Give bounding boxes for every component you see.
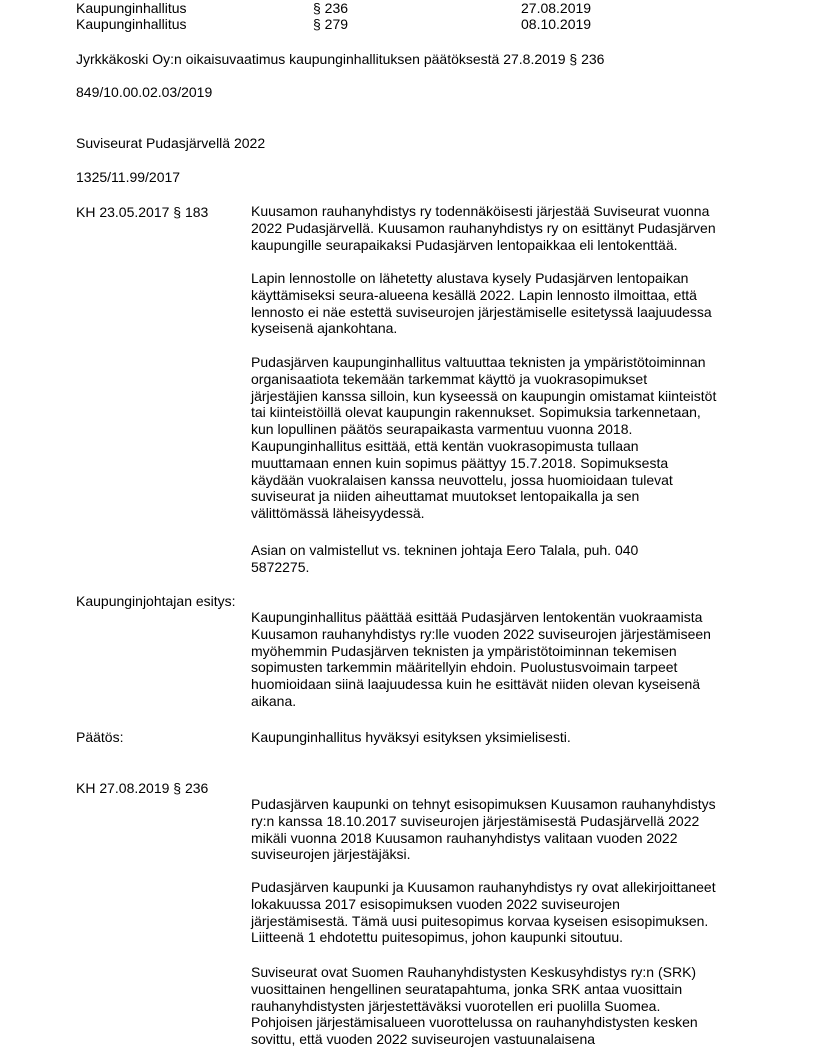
subtitle-number: 1325/11.99/2017 bbox=[76, 169, 181, 185]
header-row-1-section: § 236 bbox=[313, 0, 349, 16]
kh-2017-label: KH 23.05.2017 § 183 bbox=[76, 204, 209, 220]
header-row-2-body: Kaupunginhallitus bbox=[76, 16, 187, 32]
case-number: 849/10.00.02.03/2019 bbox=[76, 84, 213, 100]
subtitle: Suviseurat Pudasjärvellä 2022 bbox=[76, 135, 266, 151]
proposal-text: Kaupunginhallitus päättää esittää Pudasjärven lentokentän vuokraamista Kuusamon rauhanyhdistys ry:lle vuoden 2022 suviseurojen järjestämiseen myöhemmin Pudasjärven teknisten ja ympäristötoiminnan tekemisen sopimusten tarkemmin määritellyin ehdoin. Puolustusvoimain tarpeet huomioidaan siinä laajuudessa kuin he esittävät niiden olevan kyseisenä aikana. bbox=[251, 609, 711, 709]
header-row-1-body: Kaupunginhallitus bbox=[76, 0, 187, 16]
kh-2019-paragraph-2: Pudasjärven kaupunki ja Kuusamon rauhanyhdistys ry ovat allekirjoittaneet lokakuussa 2017 esisopimuksen vuoden 2022 suviseurojen järjestämisestä. Tämä uusi puitesopimus korvaa kyseisen esisopimuksen. Liitteenä 1 ehdotettu puitesopimus, johon kaupunki sitoutuu. bbox=[251, 879, 716, 946]
kh-2017-paragraph-1: Kuusamon rauhanyhdistys ry todennäköisesti järjestää Suviseurat vuonna 2022 Pudasjärvellä. Kuusamon rauhanyhdistys ry on esittänyt Pudasjärven kaupungille seurapaikaksi Pudasjärven lentopaikkaa eli lentokenttää. bbox=[251, 203, 716, 253]
kh-2019-label: KH 27.08.2019 § 236 bbox=[76, 780, 209, 796]
header-row-1-date: 27.08.2019 bbox=[521, 0, 592, 16]
kh-2019-paragraph-3: Suviseurat ovat Suomen Rauhanyhdistysten Keskusyhdistys ry:n (SRK) vuosittainen hengellinen seuratapahtuma, jonka SRK antaa vuosittain rauhanyhdistysten järjestettäväksi vuorotellen eri puolilla Suomea. Pohjoisen järjestämisalueen vuorottelussa on rauhanyhdistysten kesken sovittu, että vuoden 2022 suviseurojen vastuunalaisena bbox=[251, 964, 698, 1048]
proposal-label: Kaupunginjohtajan esitys: bbox=[76, 593, 236, 609]
header-row-2-section: § 279 bbox=[313, 16, 349, 32]
header-row-2-date: 08.10.2019 bbox=[521, 16, 592, 32]
kh-2019-paragraph-1: Pudasjärven kaupunki on tehnyt esisopimuksen Kuusamon rauhanyhdistys ry:n kanssa 18.10.2017 suviseurojen järjestämisestä Pudasjärvellä 2022 mikäli vuonna 2018 Kuusamon rauhanyhdistys valitaan vuoden 2022 suviseurojen järjestäjäksi. bbox=[251, 796, 716, 863]
kh-2017-paragraph-3: Pudasjärven kaupunginhallitus valtuuttaa teknisten ja ympäristötoiminnan organisaatiota tekemään tarkemmat käyttö ja vuokrasopimukset järjestäjien kanssa silloin, kun kyseessä on kaupungin omistamat kiinteistöt tai kiinteistöillä olevat kaupungin rakennukset. Sopimuksia tarkennetaan, kun lopullinen päätös seurapaikasta varmentuu vuonna 2018. Kaupunginhallitus esittää, että kentän vuokrasopimusta tullaan muuttamaan ennen kuin sopimus päättyy 15.7.2018. Sopimuksesta käydään vuokralaisen kanssa neuvottelu, jossa huomioidaan tulevat suviseurat ja niiden aiheuttamat muutokset lentopaikalla ja sen välittömässä läheisyydessä. bbox=[251, 354, 717, 522]
kh-2017-paragraph-2: Lapin lennostolle on lähetetty alustava kysely Pudasjärven lentopaikan käyttämiseksi seura-alueena kesällä 2022. Lapin lennosto ilmoittaa, että lennosto ei näe estettä suviseurojen järjestämiselle esitetyssä laajuudessa kyseisenä ajankohtana. bbox=[251, 270, 712, 337]
kh-2017-paragraph-4: Asian on valmistellut vs. tekninen johtaja Eero Talala, puh. 040 5872275. bbox=[251, 542, 639, 575]
decision-text: Kaupunginhallitus hyväksyi esityksen yksimielisesti. bbox=[251, 729, 571, 745]
document-title: Jyrkkäkoski Oy:n oikaisuvaatimus kaupunginhallituksen päätöksestä 27.8.2019 § 236 bbox=[76, 51, 605, 67]
decision-label: Päätös: bbox=[76, 729, 124, 745]
